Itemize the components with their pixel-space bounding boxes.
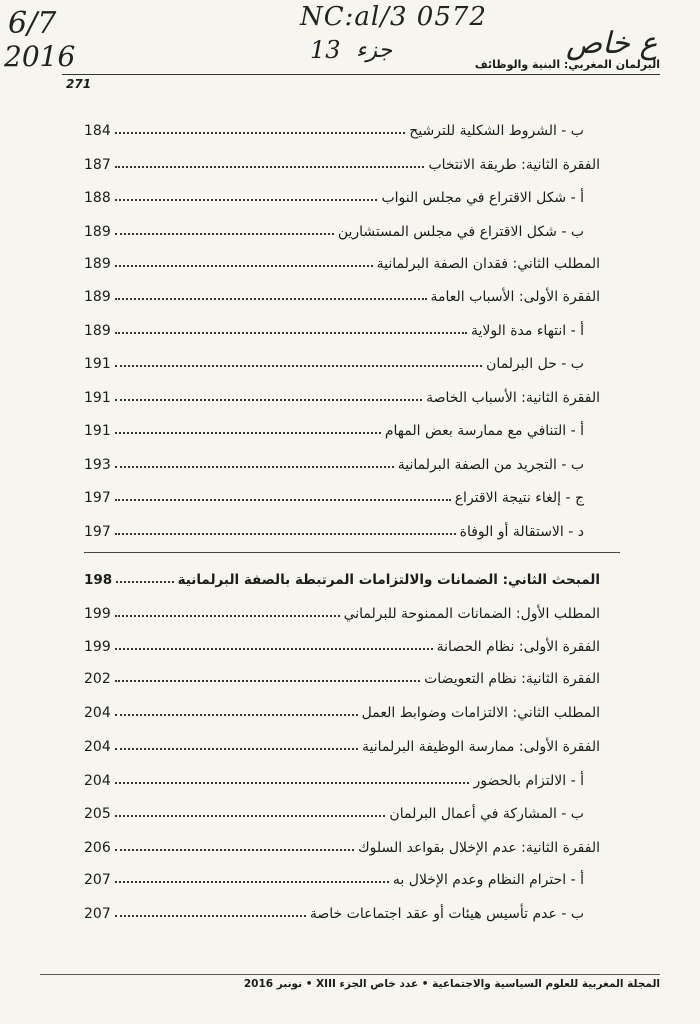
toc-leader-dots bbox=[115, 332, 467, 334]
toc-entry bbox=[84, 900, 584, 922]
toc-leader-dots bbox=[115, 233, 334, 235]
section-separator bbox=[84, 552, 620, 553]
toc-entry-page: 207 bbox=[84, 906, 111, 922]
toc-entry-page: 188 bbox=[84, 190, 111, 206]
toc-entry-page: 204 bbox=[84, 739, 111, 755]
handwritten-volume-label: جزء bbox=[356, 38, 393, 63]
toc-entry-page: 187 bbox=[84, 157, 111, 173]
toc-entry bbox=[84, 518, 584, 540]
toc-leader-dots bbox=[115, 265, 373, 267]
toc-entry-page: 189 bbox=[84, 256, 111, 272]
toc-entry bbox=[84, 184, 584, 206]
toc-entry-page: 191 bbox=[84, 390, 111, 406]
toc-entry-title: ب - التجريد من الصفة البرلمانية bbox=[397, 457, 584, 473]
toc-entry bbox=[84, 151, 600, 173]
toc-entry-page: 199 bbox=[84, 606, 111, 622]
footer-rule bbox=[40, 974, 660, 975]
toc-leader-dots bbox=[115, 748, 358, 750]
toc-leader-dots bbox=[115, 714, 358, 716]
header-rule bbox=[62, 74, 660, 75]
toc-entry-page: 189 bbox=[84, 224, 111, 240]
toc-leader-dots bbox=[115, 466, 394, 468]
toc-entry-title: الفقرة الثانية: نظام التعويضات bbox=[424, 671, 600, 687]
toc-entry bbox=[84, 350, 584, 372]
toc-entry-title: الفقرة الثانية: الأسباب الخاصة bbox=[426, 390, 600, 406]
toc-entry-page: 197 bbox=[84, 490, 111, 506]
toc-entry-page: 198 bbox=[84, 572, 113, 588]
toc-entry bbox=[84, 834, 600, 856]
toc-leader-dots bbox=[115, 399, 422, 401]
toc-entry-title: المطلب الثاني: فقدان الصفة البرلمانية bbox=[376, 256, 600, 272]
toc-leader-dots bbox=[115, 533, 456, 535]
toc-entry-title: المطلب الثاني: الالتزامات وضوابط العمل bbox=[361, 705, 600, 721]
toc-entry bbox=[84, 566, 600, 588]
toc-entry bbox=[84, 600, 600, 622]
toc-leader-dots bbox=[115, 432, 381, 434]
toc-leader-dots bbox=[115, 499, 451, 501]
handwritten-call-number: NC:al/3 0572 bbox=[300, 2, 487, 32]
toc-entry bbox=[84, 451, 584, 473]
footer-text: المجلة المغربية للعلوم السياسية والاجتماعية • عدد خاص الجزء XIII • نونبر 2016 bbox=[243, 978, 660, 990]
toc-leader-dots bbox=[115, 199, 378, 201]
toc-leader-dots bbox=[116, 581, 173, 583]
toc-entry bbox=[84, 283, 600, 305]
toc-entry-page: 189 bbox=[84, 289, 111, 305]
toc-entry-title: ب - المشاركة في أعمال البرلمان bbox=[389, 806, 584, 822]
handwritten-volume-number: 13 bbox=[310, 36, 341, 64]
toc-entry-title: الفقرة الثانية: عدم الإخلال بقواعد السلوك bbox=[358, 840, 600, 856]
toc-entry-page: 189 bbox=[84, 323, 111, 339]
toc-entry-title: أ - شكل الاقتراع في مجلس النواب bbox=[381, 190, 584, 206]
toc-entry bbox=[84, 665, 600, 687]
toc-leader-dots bbox=[115, 648, 433, 650]
handwritten-special-issue: ع خاص bbox=[566, 26, 658, 61]
toc-leader-dots bbox=[115, 365, 482, 367]
running-head: البرلمان المغربي: البنية والوظائف bbox=[474, 58, 660, 71]
toc-entry bbox=[84, 417, 584, 439]
toc-entry bbox=[84, 733, 600, 755]
toc-entry-page: 206 bbox=[84, 840, 111, 856]
toc-entry bbox=[84, 484, 584, 506]
toc-entry-page: 204 bbox=[84, 773, 111, 789]
toc-leader-dots bbox=[115, 915, 306, 917]
toc-entry bbox=[84, 250, 600, 272]
toc-leader-dots bbox=[115, 881, 389, 883]
toc-entry-page: 197 bbox=[84, 524, 111, 540]
toc-entry-page: 191 bbox=[84, 423, 111, 439]
toc-entry-page: 199 bbox=[84, 639, 111, 655]
toc-leader-dots bbox=[115, 815, 386, 817]
toc-entry-page: 193 bbox=[84, 457, 111, 473]
toc-entry bbox=[84, 699, 600, 721]
toc-entry bbox=[84, 633, 600, 655]
toc-leader-dots bbox=[115, 849, 354, 851]
toc-entry-title: ج - إلغاء نتيجة الاقتراع bbox=[454, 490, 584, 506]
handwritten-date-day: 6/7 bbox=[8, 6, 57, 41]
toc-entry-title: أ - الالتزام بالحضور bbox=[473, 773, 584, 789]
toc-entry-title: الفقرة الأولى: نظام الحصانة bbox=[436, 639, 600, 655]
toc-entry bbox=[84, 800, 584, 822]
toc-leader-dots bbox=[115, 615, 340, 617]
toc-entry-title: ب - الشروط الشكلية للترشيح bbox=[409, 123, 584, 139]
toc-entry bbox=[84, 866, 584, 888]
toc-entry-page: 205 bbox=[84, 806, 111, 822]
toc-entry-title: أ - احترام النظام وعدم الإخلال به bbox=[392, 872, 584, 888]
toc-entry-title: ب - حل البرلمان bbox=[486, 356, 584, 372]
toc-entry-title: الفقرة الثانية: طريقة الانتخاب bbox=[428, 157, 600, 173]
toc-entry bbox=[84, 317, 584, 339]
toc-entry-page: 204 bbox=[84, 705, 111, 721]
toc-entry-title: الفقرة الأولى: ممارسة الوظيفة البرلمانية bbox=[361, 739, 600, 755]
toc-entry-title: ب - شكل الاقتراع في مجلس المستشارين bbox=[337, 224, 584, 240]
toc-entry-page: 184 bbox=[84, 123, 111, 139]
toc-entry-title: المطلب الأول: الضمانات الممنوحة للبرلماني bbox=[343, 606, 600, 622]
toc-entry-title: ب - عدم تأسيس هيئات أو عقد اجتماعات خاصة bbox=[309, 906, 584, 922]
toc-entry-title: الفقرة الأولى: الأسباب العامة bbox=[430, 289, 600, 305]
toc-entry-page: 191 bbox=[84, 356, 111, 372]
toc-entry-page: 202 bbox=[84, 671, 111, 687]
toc-entry-title: د - الاستقالة أو الوفاة bbox=[459, 524, 584, 540]
toc-entry-title: المبحث الثاني: الضمانات والالتزامات المرتبطة بالصفة البرلمانية bbox=[177, 572, 600, 588]
toc-leader-dots bbox=[115, 132, 406, 134]
toc-leader-dots bbox=[115, 166, 425, 168]
toc-leader-dots bbox=[115, 782, 470, 784]
toc-entry bbox=[84, 117, 584, 139]
toc-entry bbox=[84, 767, 584, 789]
page-number: 271 bbox=[66, 77, 92, 91]
handwritten-date-year: 2016 bbox=[4, 40, 76, 73]
toc-leader-dots bbox=[115, 298, 427, 300]
toc-entry-title: أ - التنافي مع ممارسة بعض المهام bbox=[384, 423, 584, 439]
toc-entry bbox=[84, 384, 600, 406]
toc-entry-title: أ - انتهاء مدة الولاية bbox=[470, 323, 584, 339]
toc-leader-dots bbox=[115, 680, 420, 682]
toc-entry bbox=[84, 218, 584, 240]
toc-entry-page: 207 bbox=[84, 872, 111, 888]
